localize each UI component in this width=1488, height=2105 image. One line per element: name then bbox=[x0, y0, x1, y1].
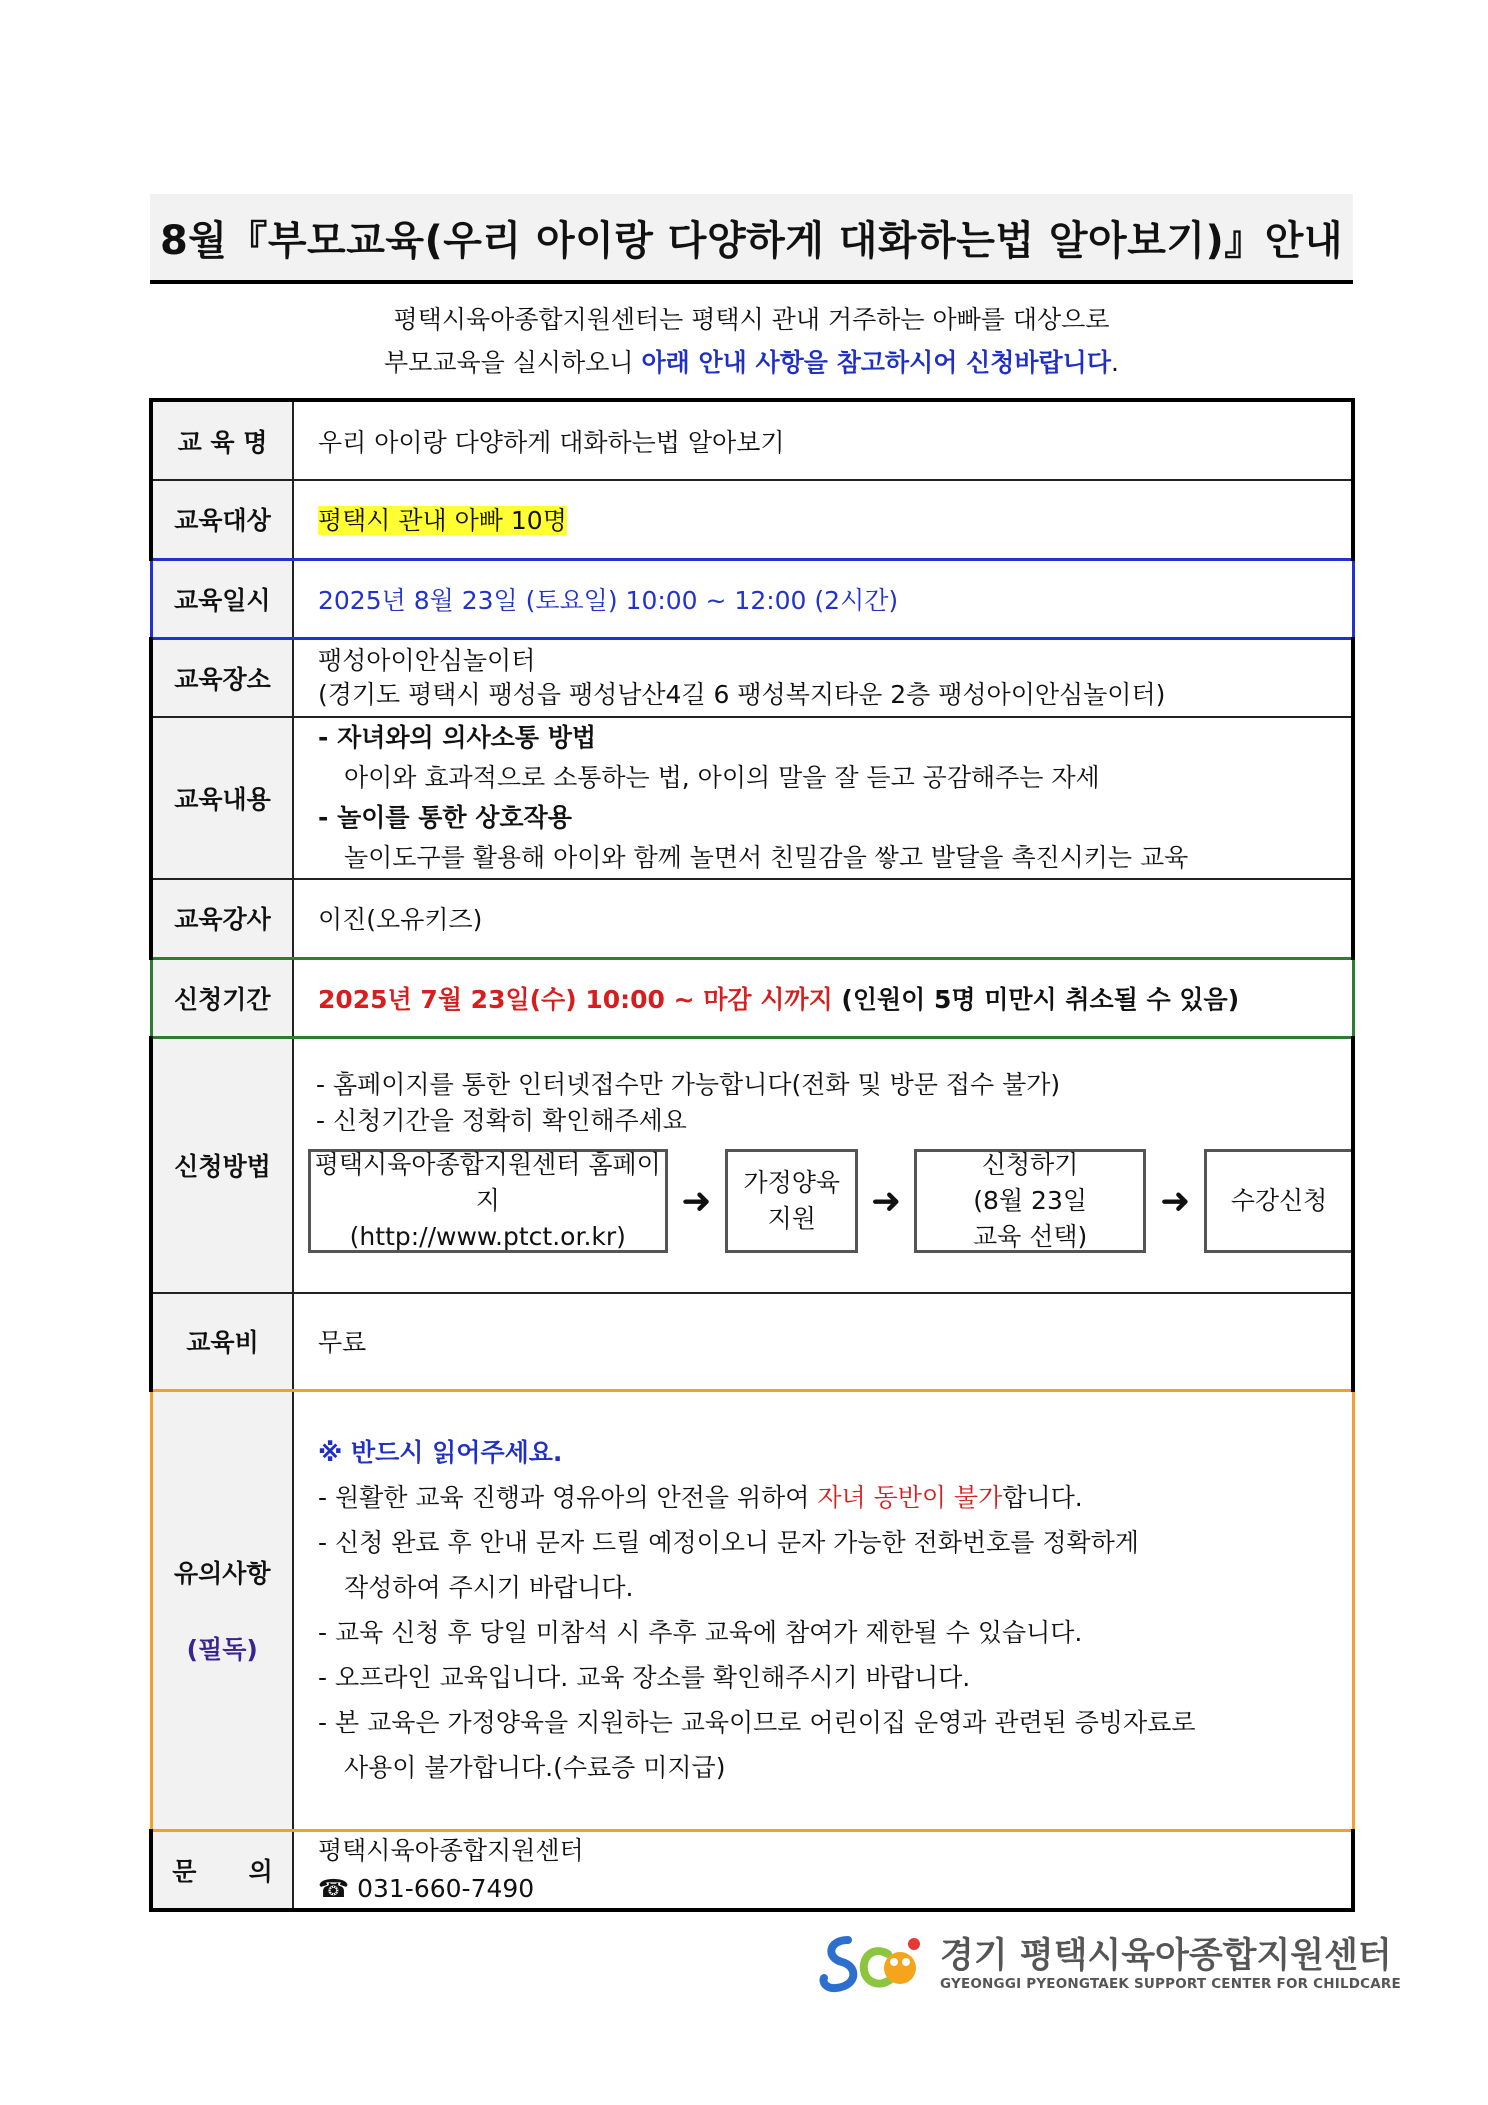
row-instructor bbox=[151, 879, 1353, 958]
row-fee bbox=[151, 1293, 1353, 1390]
label-content: 교육내용 bbox=[151, 717, 293, 879]
flow-step3-line1: 신청하기 bbox=[981, 1150, 1079, 1180]
value-date: 2025년 8월 23일 (토요일) 10:00 ~ 12:00 (2시간) bbox=[293, 559, 1353, 638]
flow-step2-line2: 지원 bbox=[767, 1204, 816, 1234]
row-name bbox=[151, 400, 1353, 480]
intro-line-2 bbox=[150, 343, 1353, 379]
value-instructor: 이진(오유키즈) bbox=[293, 879, 1353, 958]
label-place: 교육장소 bbox=[151, 638, 293, 717]
flow-step1-line2: (http://www.ptct.or.kr) bbox=[349, 1222, 626, 1252]
label-target: 교육대상 bbox=[151, 480, 293, 559]
label-method: 신청방법 bbox=[151, 1037, 293, 1293]
value-place-line2: (경기도 평택시 팽성읍 팽성남산4길 6 팽성복지타운 2층 팽성아이안심놀이터) bbox=[318, 679, 1166, 709]
flow-step-home-care bbox=[725, 1149, 858, 1253]
notice-line-4: - 오프라인 교육입니다. 교육 장소를 확인해주시기 바랍니다. bbox=[318, 1663, 971, 1692]
notice-line-2: - 신청 완료 후 안내 문자 드릴 예정이오니 문자 가능한 전화번호를 정확하게 bbox=[318, 1528, 1139, 1557]
notice-line-1-suffix: 합니다. bbox=[1002, 1483, 1083, 1512]
flow-step2-line1: 가정양육 bbox=[743, 1168, 841, 1198]
info-table bbox=[149, 398, 1355, 1912]
contact-org: 평택시육아종합지원센터 bbox=[318, 1835, 584, 1865]
arrow-right-icon: ➜ bbox=[1160, 1180, 1191, 1222]
row-place bbox=[151, 638, 1353, 717]
notice-line-2b: 작성하여 주시기 바랍니다. bbox=[344, 1573, 634, 1602]
content-item2-title: - 놀이를 통한 상호작용 bbox=[318, 803, 572, 832]
value-name: 우리 아이랑 다양하게 대화하는법 알아보기 bbox=[293, 400, 1353, 480]
value-period: 2025년 7월 23일(수) 10:00 ~ 마감 시까지 bbox=[318, 984, 833, 1014]
intro-line-2-prefix: 부모교육을 실시하오니 bbox=[384, 348, 642, 377]
notice-line-5b: 사용이 불가합니다.(수료증 미지급) bbox=[344, 1753, 726, 1782]
value-place-line1: 팽성아이안심놀이터 bbox=[318, 645, 536, 675]
flow-step3-line3: 교육 선택) bbox=[973, 1222, 1088, 1252]
label-notice-required: (필독) bbox=[186, 1635, 258, 1664]
center-logo-icon bbox=[818, 1932, 928, 1996]
row-method bbox=[151, 1037, 1353, 1293]
row-notice bbox=[151, 1390, 1353, 1830]
flow-step-register: 수강신청 bbox=[1204, 1149, 1351, 1253]
notice-heading: ※ 반드시 읽어주세요. bbox=[318, 1438, 563, 1467]
content-item2-desc: 놀이도구를 활용해 아이와 함께 놀면서 친밀감을 쌓고 발달을 촉진시키는 교육 bbox=[344, 843, 1189, 872]
arrow-right-icon: ➜ bbox=[681, 1180, 712, 1222]
row-target bbox=[151, 480, 1353, 559]
contact-phone: ☎ 031-660-7490 bbox=[318, 1873, 535, 1903]
method-line1: - 홈페이지를 통한 인터넷접수만 가능합니다(전화 및 방문 접수 불가) bbox=[316, 1070, 1061, 1100]
label-date: 교육일시 bbox=[151, 559, 293, 638]
row-period bbox=[151, 958, 1353, 1037]
label-fee: 교육비 bbox=[151, 1293, 293, 1390]
notice-line-1 bbox=[318, 1475, 1352, 1520]
value-period-note: (인원이 5명 미만시 취소될 수 있음) bbox=[832, 984, 1240, 1014]
row-date bbox=[151, 559, 1353, 638]
value-target: 평택시 관내 아빠 10명 bbox=[318, 506, 567, 536]
intro-line-2-highlight: 아래 안내 사항을 참고하시어 신청바랍니다 bbox=[641, 348, 1111, 377]
content-item1-title: - 자녀와의 의사소통 방법 bbox=[318, 723, 596, 752]
flow-step-homepage bbox=[308, 1149, 668, 1253]
notice-line-1-prefix: - 원활한 교육 진행과 영유아의 안전을 위하여 bbox=[318, 1483, 818, 1512]
logo-korean-name: 경기 평택시육아종합지원센터 bbox=[940, 1936, 1392, 1976]
center-logo bbox=[818, 1932, 1401, 1996]
notice-line-1-red: 자녀 동반이 불가 bbox=[817, 1483, 1003, 1512]
intro-line-2-suffix: . bbox=[1110, 348, 1119, 377]
label-notice: 유의사항 bbox=[173, 1559, 271, 1588]
label-period: 신청기간 bbox=[151, 958, 293, 1037]
logo-english-name: GYEONGGI PYEONGTAEK SUPPORT CENTER FOR CHILDCARE bbox=[940, 1976, 1401, 1992]
value-fee: 무료 bbox=[293, 1293, 1353, 1390]
label-name: 교 육 명 bbox=[151, 400, 293, 480]
method-flow bbox=[316, 1149, 1351, 1253]
label-contact: 문 의 bbox=[151, 1830, 293, 1910]
content-item1-desc: 아이와 효과적으로 소통하는 법, 아이의 말을 잘 듣고 공감해주는 자세 bbox=[344, 763, 1100, 792]
intro-line-1: 평택시육아종합지원센터는 평택시 관내 거주하는 아빠를 대상으로 bbox=[393, 305, 1110, 334]
row-content bbox=[151, 717, 1353, 879]
arrow-right-icon: ➜ bbox=[871, 1180, 902, 1222]
flow-step1-line1: 평택시육아종합지원센터 홈페이지 bbox=[314, 1150, 661, 1216]
flow-step-apply bbox=[914, 1149, 1146, 1253]
notice-line-3: - 교육 신청 후 당일 미참석 시 추후 교육에 참여가 제한될 수 있습니다. bbox=[318, 1618, 1083, 1647]
method-line2: - 신청기간을 정확히 확인해주세요 bbox=[316, 1106, 687, 1136]
label-instructor: 교육강사 bbox=[151, 879, 293, 958]
page-title: 8월『부모교육(우리 아이랑 다양하게 대화하는법 알아보기)』안내 bbox=[150, 194, 1353, 284]
row-contact bbox=[151, 1830, 1353, 1910]
flow-step3-line2: (8월 23일 bbox=[973, 1186, 1088, 1216]
notice-line-5: - 본 교육은 가정양육을 지원하는 교육이므로 어린이집 운영과 관련된 증빙자료로 bbox=[318, 1708, 1196, 1737]
